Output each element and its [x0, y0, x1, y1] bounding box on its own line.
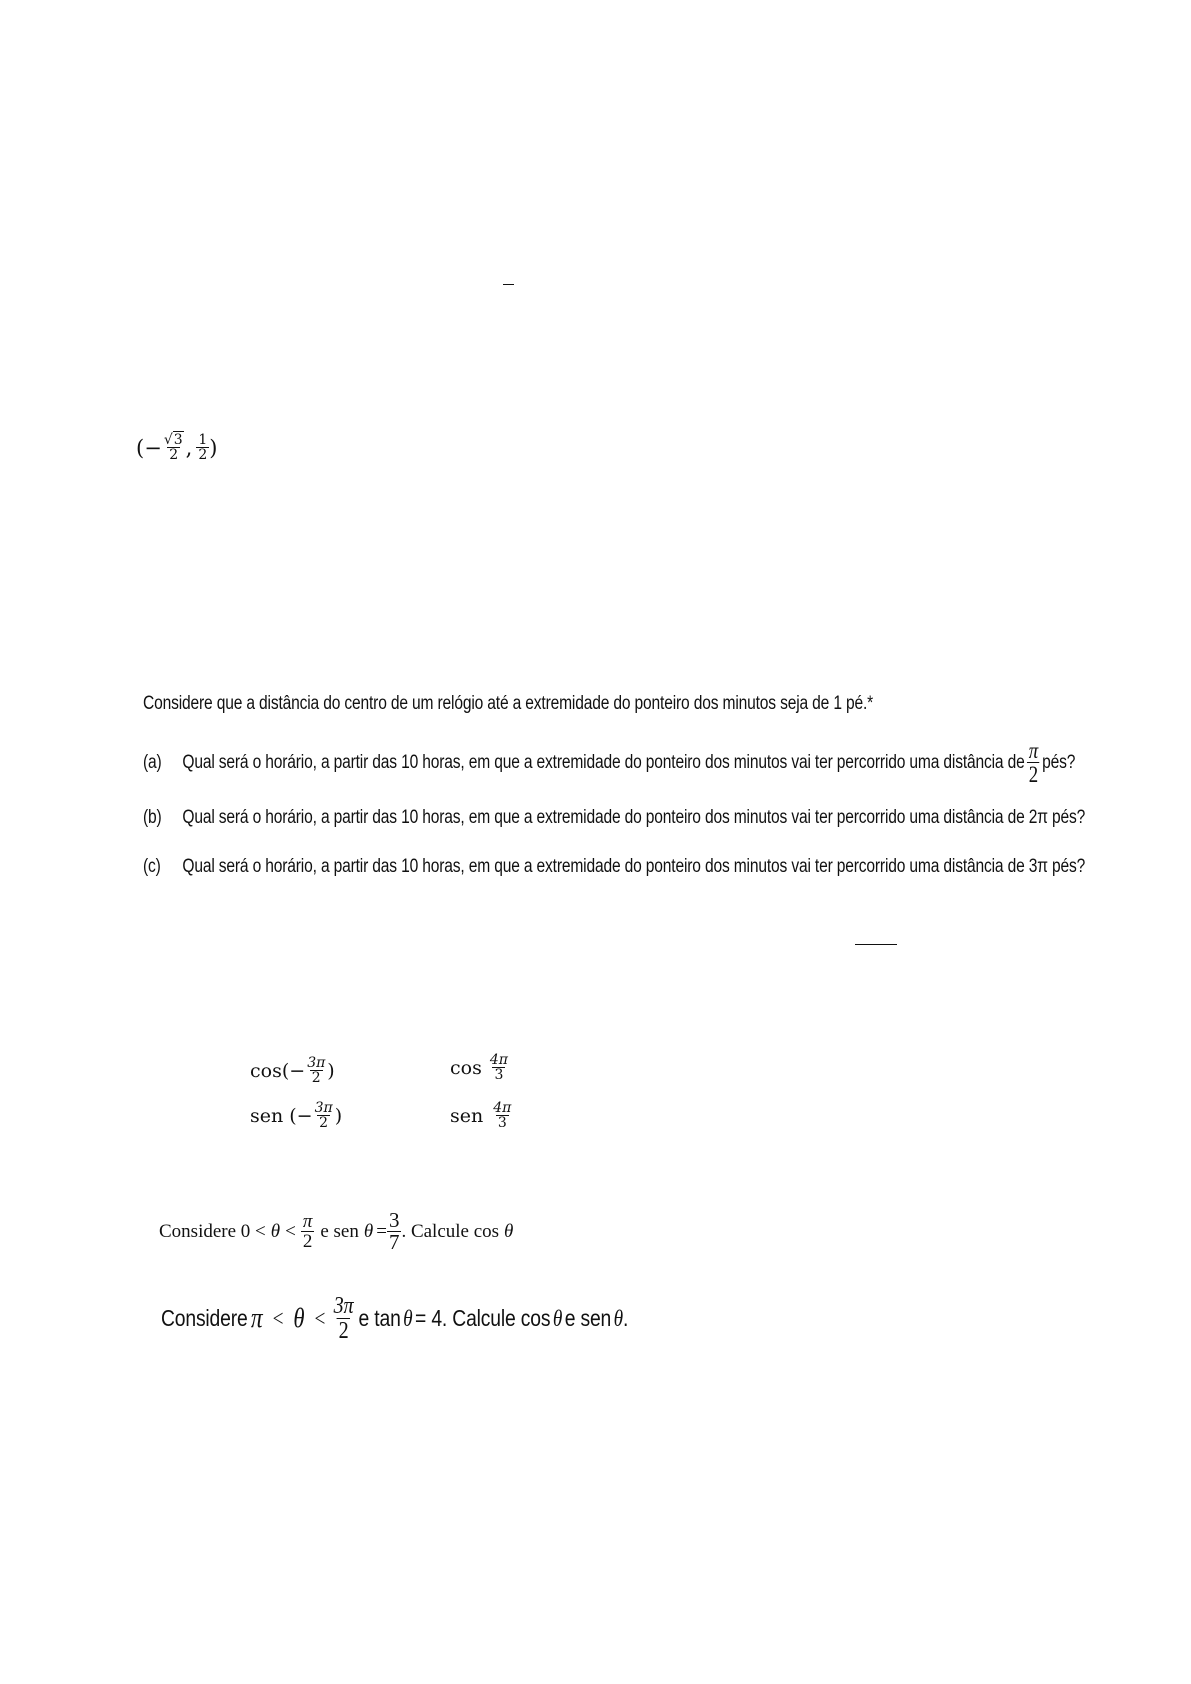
problem-tan-theta: Considere π < θ < $\frac{3\pi}{2}$ e tan θ = 4. Calcule cos θ e sen θ . — [161, 1293, 629, 1344]
comma: , — [185, 435, 193, 460]
point-expression — [136, 433, 217, 462]
close-paren: ) — [209, 435, 218, 460]
item-text: Qual será o horário, a partir das 10 horas, em que a extremidade do ponteiro dos minutos vai ter percorrido uma distância de — [182, 751, 1025, 773]
item-label: (c) — [143, 856, 161, 877]
item-text: Qual será o horário, a partir das 10 horas, em que a extremidade do ponteiro dos minutos vai ter percorrido uma distância de 2π pés? — [182, 807, 1086, 828]
clock-item-a — [143, 739, 1075, 786]
item-label: (b) — [143, 807, 162, 828]
expr-cos-neg-3pi-2: cos ( − $\frac{3\pi}{2}$ ) — [250, 1055, 335, 1086]
item-tail: pés? — [1042, 751, 1076, 773]
point-y-fraction: $\frac{1}{2}$ — [198, 432, 208, 463]
expr-cos-4pi-3: cos $\frac{4\pi}{3}$ — [450, 1052, 508, 1083]
minus-sign: − — [144, 435, 162, 460]
stray-mark-top — [503, 284, 514, 285]
clock-item-b — [143, 807, 1085, 829]
stray-mark-right — [855, 944, 897, 945]
expr-sen-4pi-3: sen $\frac{4\pi}{3}$ — [450, 1100, 512, 1131]
item-text: Qual será o horário, a partir das 10 horas, em que a extremidade do ponteiro dos minutos vai ter percorrido uma distância de 3π pés? — [182, 856, 1086, 877]
problem-sen-theta: Considere 0 < θ < $\frac{\pi}{2}$ e sen θ = $\frac{3}{7}$ . Calcule cos θ — [159, 1208, 514, 1254]
open-paren: ( — [136, 435, 145, 460]
expr-sen-neg-3pi-2: sen ( − $\frac{3\pi}{2}$ ) — [250, 1100, 343, 1131]
clock-item-c — [143, 856, 1085, 878]
pi-over-2-fraction: $\frac{\pi}{2}$ — [1028, 738, 1038, 787]
point-x-fraction: $\frac{√3}{2}$ — [163, 432, 183, 463]
item-label: (a) — [143, 751, 162, 773]
clock-problem-intro: Considere que a distância do centro de um relógio até a extremidade do ponteiro dos minutos seja de 1 pé.* — [143, 693, 874, 714]
